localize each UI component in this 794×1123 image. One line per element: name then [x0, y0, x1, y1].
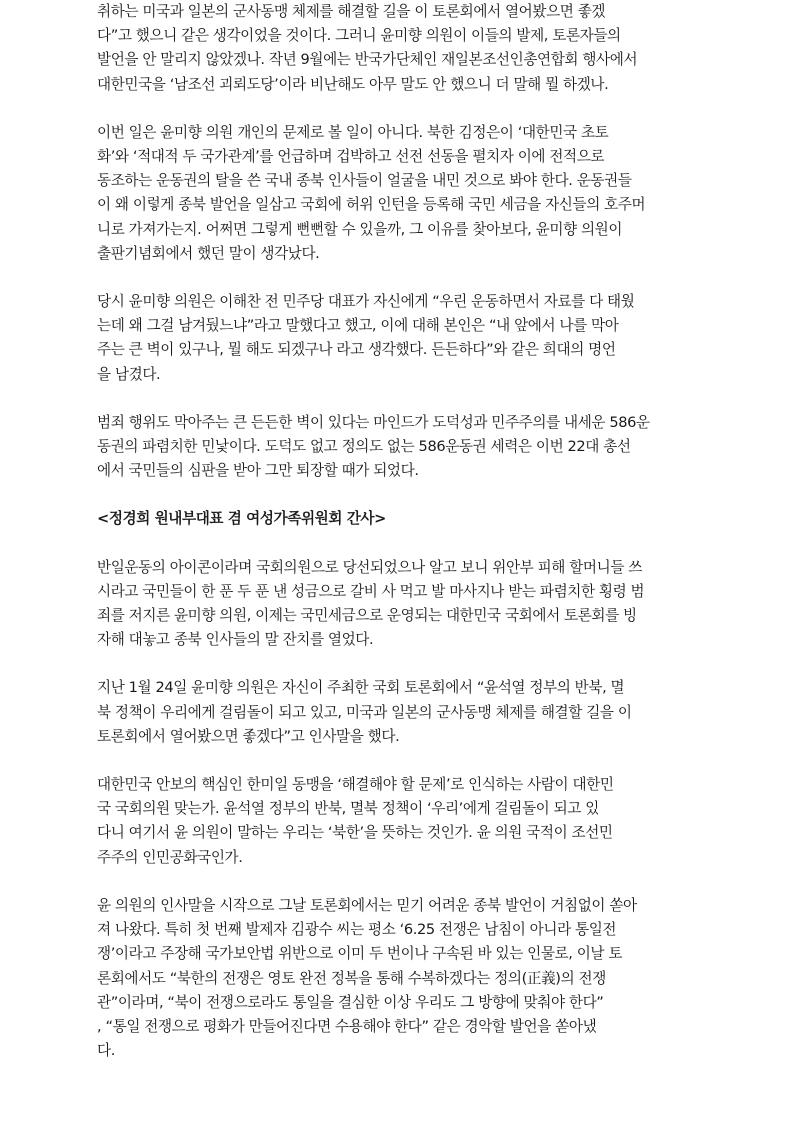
text-line: 다. [97, 1042, 115, 1060]
text-line: 반일운동의 아이콘이라며 국회의원으로 당선되었으나 알고 보니 위안부 피해 할머니들 쓰 [97, 558, 642, 576]
paragraph-3 [97, 290, 701, 387]
paragraph-6 [97, 676, 701, 749]
paragraph-1 [97, 0, 701, 97]
text-line: 북 정책이 우리에게 걸림돌이 되고 있고, 미국과 일본의 군사동맹 체제를 해결할 길을 이 [97, 703, 632, 721]
text-line: 국 국회의원 맞는가. 윤석열 정부의 반북, 멸북 정책이 ‘우리’에게 걸림돌이 되고 있 [97, 800, 599, 818]
text-line: 범죄 행위도 막아주는 큰 든든한 벽이 있다는 마인드가 도덕성과 민주주의를 내세운 586운 [97, 413, 650, 431]
text-line: 동조하는 운동권의 탈을 쓴 국내 종북 인사들이 얼굴을 내민 것으로 봐야 한다. 운동권들 [97, 172, 632, 190]
text-line: 관”이라며, “북이 전쟁으로라도 통일을 결심한 이상 우리도 그 방향에 맞춰야 한다” [97, 993, 604, 1011]
text-line: 출판기념회에서 했던 말이 생각났다. [97, 244, 320, 262]
text-line: 니로 가져가는지. 어쩌면 그렇게 뻔뻔할 수 있을까, 그 이유를 찾아보다, 윤미향 의원이 [97, 220, 623, 238]
paragraph-4 [97, 411, 701, 484]
text-line: 론회에서도 “북한의 전쟁은 영토 완전 정복을 통해 수복하겠다는 정의(正義)의 전쟁 [97, 969, 606, 987]
text-line: 자해 대놓고 종북 인사들의 말 잔치를 열었다. [97, 631, 374, 649]
text-line: 발언을 안 말리지 않았겠나. 작년 9월에는 반국가단체인 재일본조선인총연합회 행사에서 [97, 51, 638, 69]
text-line: 화’와 ‘적대적 두 국가관계’를 언급하며 겁박하고 선전 선동을 펼치자 이에 전적으로 [97, 148, 605, 166]
text-line: 다”고 했으니 같은 생각이었을 것이다. 그러니 윤미향 의원이 이들의 발제, 토론자들의 [97, 27, 621, 45]
text-line: 주는 큰 벽이 있구나, 뭘 해도 되겠구나 라고 생각했다. 든든하다”와 같은 희대의 명언 [97, 341, 616, 359]
text-line: 윤 의원의 인사말을 시작으로 그날 토론회에서는 믿기 어려운 종북 발언이 거침없이 쏟아 [97, 896, 637, 914]
paragraph-2 [97, 121, 701, 266]
paragraph-5 [97, 556, 701, 653]
text-line: 당시 윤미향 의원은 이해찬 전 민주당 대표가 자신에게 “우린 운동하면서 자료를 다 태웠 [97, 293, 635, 311]
text-line: 지난 1월 24일 윤미향 의원은 자신이 주최한 국회 토론회에서 “윤석열 정부의 반북, 멸 [97, 679, 625, 697]
paragraph-8 [97, 894, 701, 1063]
text-line: 죄를 저지른 윤미향 의원, 이제는 국민세금으로 운영되는 대한민국 국회에서 토론회를 빙 [97, 607, 637, 625]
text-line: 에서 국민들의 심판을 받아 그만 퇴장할 때가 되었다. [97, 462, 419, 480]
paragraph-7 [97, 773, 701, 870]
text-line: 동권의 파렴치한 민낯이다. 도덕도 없고 정의도 없는 586운동권 세력은 이번 22대 총선 [97, 438, 631, 456]
text-line: 져 나왔다. 특히 첫 번째 발제자 김광수 씨는 평소 ‘6.25 전쟁은 남침이 아니라 통일전 [97, 921, 617, 939]
text-line: 주주의 인민공화국인가. [97, 848, 243, 866]
text-line: 이번 일은 윤미향 의원 개인의 문제로 볼 일이 아니다. 북한 김정은이 ‘대한민국 초토 [97, 123, 609, 141]
text-line: 대한민국을 ‘남조선 괴뢰도당’이라 비난해도 아무 말도 안 했으니 더 말해 뭘 하겠나. [97, 75, 609, 93]
text-line: 토론회에서 열어봤으면 좋겠다”고 인사말을 했다. [97, 727, 400, 745]
text-line: 이 왜 이렇게 종북 발언을 일삼고 국회에 허위 인턴을 등록해 국민 세금을 자신들의 호주머 [97, 196, 646, 214]
text-line: 다니 여기서 윤 의원이 말하는 우리는 ‘북한’을 뜻하는 것인가. 윤 의원 국적이 조선민 [97, 824, 613, 842]
text-line: 대한민국 안보의 핵심인 한미일 동맹을 ‘해결해야 할 문제’로 인식하는 사람이 대한민 [97, 776, 614, 794]
text-line: 는데 왜 그걸 남겨뒀느냐”라고 말했다고 했고, 이에 대해 본인은 “내 앞에서 나를 막아 [97, 317, 619, 335]
document-page [97, 0, 701, 1087]
section-heading: <정경희 원내부대표 겸 여성가족위원회 간사> [97, 510, 386, 528]
text-line: 시라고 국민들이 한 푼 두 푼 낸 성금으로 갈비 사 먹고 발 마사지나 받는 파렴치한 횡령 범 [97, 582, 645, 600]
text-line: , “통일 전쟁으로 평화가 만들어진다면 수용해야 한다” 같은 경악할 발언을 쏟아냈 [97, 1017, 597, 1035]
text-line: 쟁’이라고 주장해 국가보안법 위반으로 이미 두 번이나 구속된 바 있는 인물로, 이날 토 [97, 945, 623, 963]
text-line: 을 남겼다. [97, 365, 161, 383]
text-line: 취하는 미국과 일본의 군사동맹 체제를 해결할 길을 이 토론회에서 열어봤으면 좋겠 [97, 3, 606, 20]
